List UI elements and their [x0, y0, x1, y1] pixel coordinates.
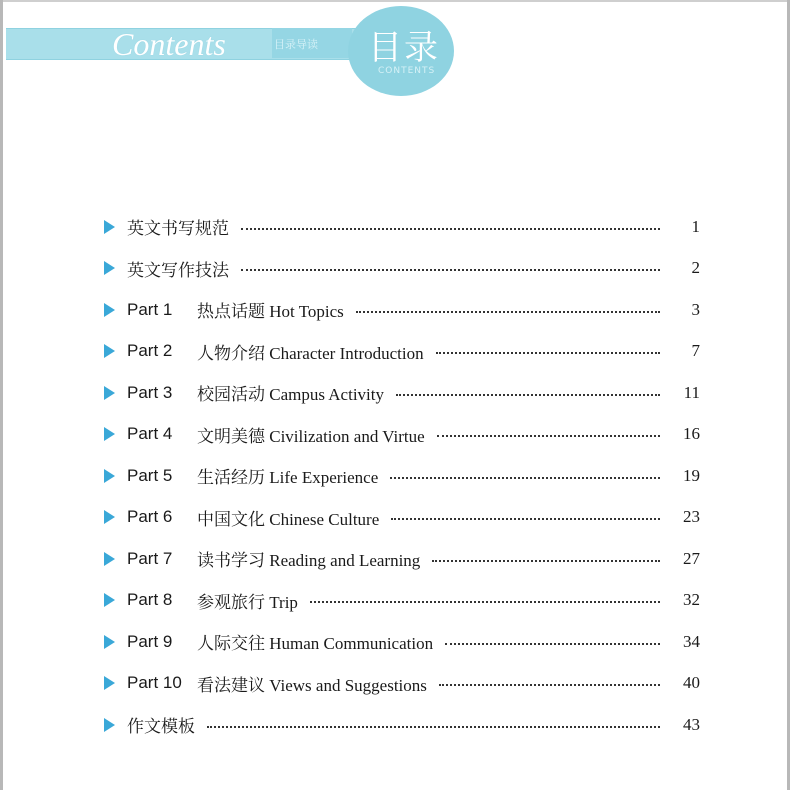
toc-entry-title: 生活经历 Life Experience: [197, 468, 379, 488]
bullet-arrow-icon: [104, 510, 115, 524]
toc-part-label: Part 9: [127, 631, 173, 651]
toc-entry-title: 作文模板: [127, 717, 195, 737]
bullet-arrow-icon: [104, 427, 115, 441]
toc-part-label: Part 2: [127, 341, 173, 361]
toc-entry[interactable]: [100, 580, 700, 622]
dot-leader: [437, 435, 660, 437]
page-title: 目录: [368, 28, 440, 68]
toc-entry[interactable]: [100, 621, 700, 663]
bullet-arrow-icon: [104, 344, 115, 358]
toc-entry[interactable]: [100, 497, 700, 539]
toc-page-number: 32: [683, 590, 700, 610]
toc-entry[interactable]: [100, 538, 700, 580]
toc-page-number: 19: [683, 465, 700, 485]
page-border-left: [0, 0, 3, 790]
toc-page-number: 7: [691, 341, 700, 361]
dot-leader: [310, 601, 660, 603]
contents-heading-english: Contents: [112, 26, 226, 62]
toc-page-number: 27: [683, 548, 700, 568]
toc-part-label: Part 3: [127, 382, 173, 402]
dot-leader: [356, 311, 660, 313]
toc-page-number: 16: [683, 424, 700, 444]
dot-leader: [390, 477, 660, 479]
toc-page-number: 1: [691, 216, 700, 236]
toc-entry-title: 文明美德 Civilization and Virtue: [197, 426, 425, 446]
toc-entry[interactable]: [100, 331, 700, 373]
toc-page-number: 40: [683, 673, 700, 693]
toc-entry-title: 人物介绍 Character Introduction: [197, 343, 424, 363]
toc-part-label: Part 7: [127, 548, 173, 568]
toc-part-label: Part 5: [127, 465, 173, 485]
toc-entry-title: 读书学习 Reading and Learning: [197, 551, 421, 571]
toc-page-number: 43: [683, 714, 700, 734]
bullet-arrow-icon: [104, 676, 115, 690]
toc-part-label: Part 4: [127, 424, 173, 444]
toc-entry[interactable]: [100, 372, 700, 414]
bullet-arrow-icon: [104, 552, 115, 566]
dot-leader: [436, 352, 660, 354]
toc-entry-title: 校园活动 Campus Activity: [197, 385, 384, 405]
toc-entry[interactable]: [100, 289, 700, 331]
toc-entry-title: 英文书写规范: [127, 219, 229, 239]
toc-page-number: 3: [691, 299, 700, 319]
header-band-caption: 目录导读: [274, 38, 318, 51]
bullet-arrow-icon: [104, 635, 115, 649]
toc-entry[interactable]: [100, 414, 700, 456]
toc-part-label: Part 8: [127, 590, 173, 610]
toc-part-label: Part 1: [127, 299, 173, 319]
table-of-contents: [100, 206, 700, 746]
toc-part-label: Part 10: [127, 673, 182, 693]
toc-entry-title: 参观旅行 Trip: [197, 592, 298, 612]
dot-leader: [207, 726, 660, 728]
dot-leader: [391, 518, 660, 520]
dot-leader: [241, 228, 660, 230]
toc-page-number: 23: [683, 507, 700, 527]
toc-entry-title: 看法建议 Views and Suggestions: [197, 675, 427, 695]
bullet-arrow-icon: [104, 718, 115, 732]
bullet-arrow-icon: [104, 469, 115, 483]
dot-leader: [439, 684, 660, 686]
dot-leader: [241, 269, 660, 271]
toc-entry-title: 人际交往 Human Communication: [197, 634, 434, 654]
toc-entry[interactable]: [100, 663, 700, 705]
bullet-arrow-icon: [104, 386, 115, 400]
toc-entry[interactable]: [100, 455, 700, 497]
toc-entry-title: 中国文化 Chinese Culture: [197, 509, 380, 529]
bullet-arrow-icon: [104, 261, 115, 275]
toc-entry-title: 热点话题 Hot Topics: [197, 302, 344, 322]
toc-entry[interactable]: [100, 704, 700, 746]
toc-page-number: 34: [683, 631, 700, 651]
bullet-arrow-icon: [104, 303, 115, 317]
dot-leader: [445, 643, 660, 645]
page-border-top: [0, 0, 790, 2]
toc-entry[interactable]: [100, 248, 700, 290]
toc-part-label: Part 6: [127, 507, 173, 527]
page-title-sub: CONTENTS: [378, 66, 436, 76]
dot-leader: [432, 560, 660, 562]
bullet-arrow-icon: [104, 593, 115, 607]
toc-entry-title: 英文写作技法: [127, 260, 229, 280]
dot-leader: [396, 394, 660, 396]
toc-entry[interactable]: [100, 206, 700, 248]
toc-page-number: 2: [691, 258, 700, 278]
toc-page-number: 11: [683, 382, 700, 402]
bullet-arrow-icon: [104, 220, 115, 234]
